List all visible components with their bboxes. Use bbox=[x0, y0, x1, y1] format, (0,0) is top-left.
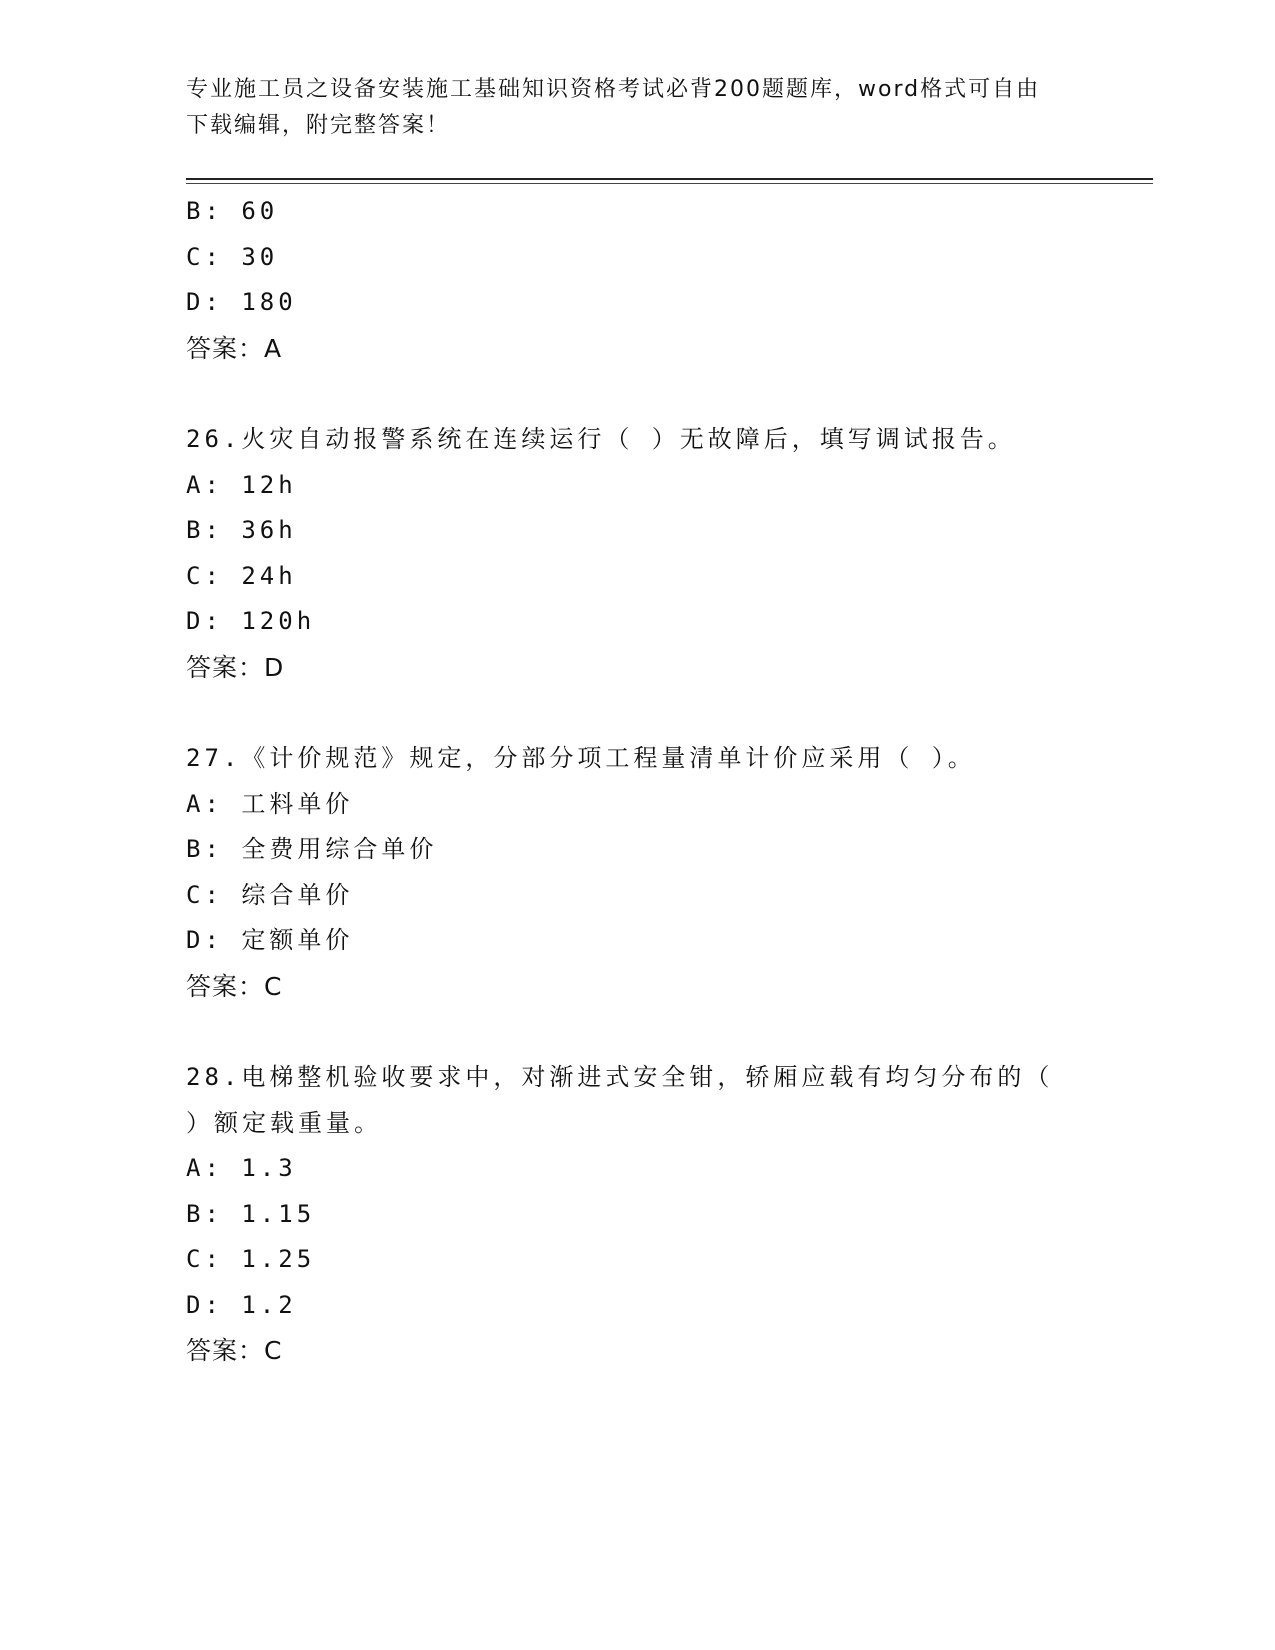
question-28 bbox=[186, 1055, 1086, 1374]
option-b: B: 全费用综合单价 bbox=[186, 835, 438, 863]
spacer bbox=[186, 690, 1086, 736]
option-a: A: 工料单价 bbox=[186, 789, 354, 818]
option-d: D: 定额单价 bbox=[186, 926, 354, 954]
question-25-continued bbox=[186, 189, 1086, 371]
header-title-line-1: 专业施工员之设备安装施工基础知识资格考试必背200题题库，word格式可自由 bbox=[186, 77, 1041, 102]
option-c: C: 24h bbox=[186, 561, 297, 590]
answer-line: 答案：D bbox=[186, 652, 285, 682]
option-b: B: 36h bbox=[186, 516, 297, 544]
header-title-line-2: 下载编辑，附完整答案！ bbox=[186, 113, 451, 138]
option-a: A: 12h bbox=[186, 470, 297, 499]
option-d: D: 180 bbox=[186, 288, 297, 316]
option-c: C: 综合单价 bbox=[186, 880, 354, 909]
question-stem-line-1: 28.电梯整机验收要求中，对渐进式安全钳，轿厢应载有均匀分布的（ bbox=[186, 1063, 1054, 1091]
option-c: C: 1.25 bbox=[186, 1245, 316, 1273]
header-divider-thin bbox=[186, 183, 1153, 184]
option-d: D: 1.2 bbox=[186, 1290, 297, 1319]
answer-line: 答案：C bbox=[186, 1336, 283, 1365]
option-c: C: 30 bbox=[186, 242, 279, 271]
question-list bbox=[186, 189, 1086, 1374]
answer-line: 答案：C bbox=[186, 971, 283, 1001]
question-stem: 27.《计价规范》规定，分部分项工程量清单计价应采用（ ）。 bbox=[186, 744, 976, 772]
question-stem: 26.火灾自动报警系统在连续运行（ ）无故障后，填写调试报告。 bbox=[186, 425, 1016, 453]
option-d: D: 120h bbox=[186, 607, 316, 635]
document-header bbox=[186, 72, 1076, 144]
option-b: B: 60 bbox=[186, 197, 279, 225]
answer-line: 答案：A bbox=[186, 333, 283, 363]
option-b: B: 1.15 bbox=[186, 1199, 316, 1228]
option-a: A: 1.3 bbox=[186, 1154, 297, 1182]
question-27 bbox=[186, 736, 1086, 1009]
question-26 bbox=[186, 417, 1086, 690]
spacer bbox=[186, 371, 1086, 417]
spacer bbox=[186, 1009, 1086, 1055]
question-stem-line-2: ）额定载重量。 bbox=[186, 1108, 382, 1137]
header-divider-thick bbox=[186, 178, 1153, 180]
